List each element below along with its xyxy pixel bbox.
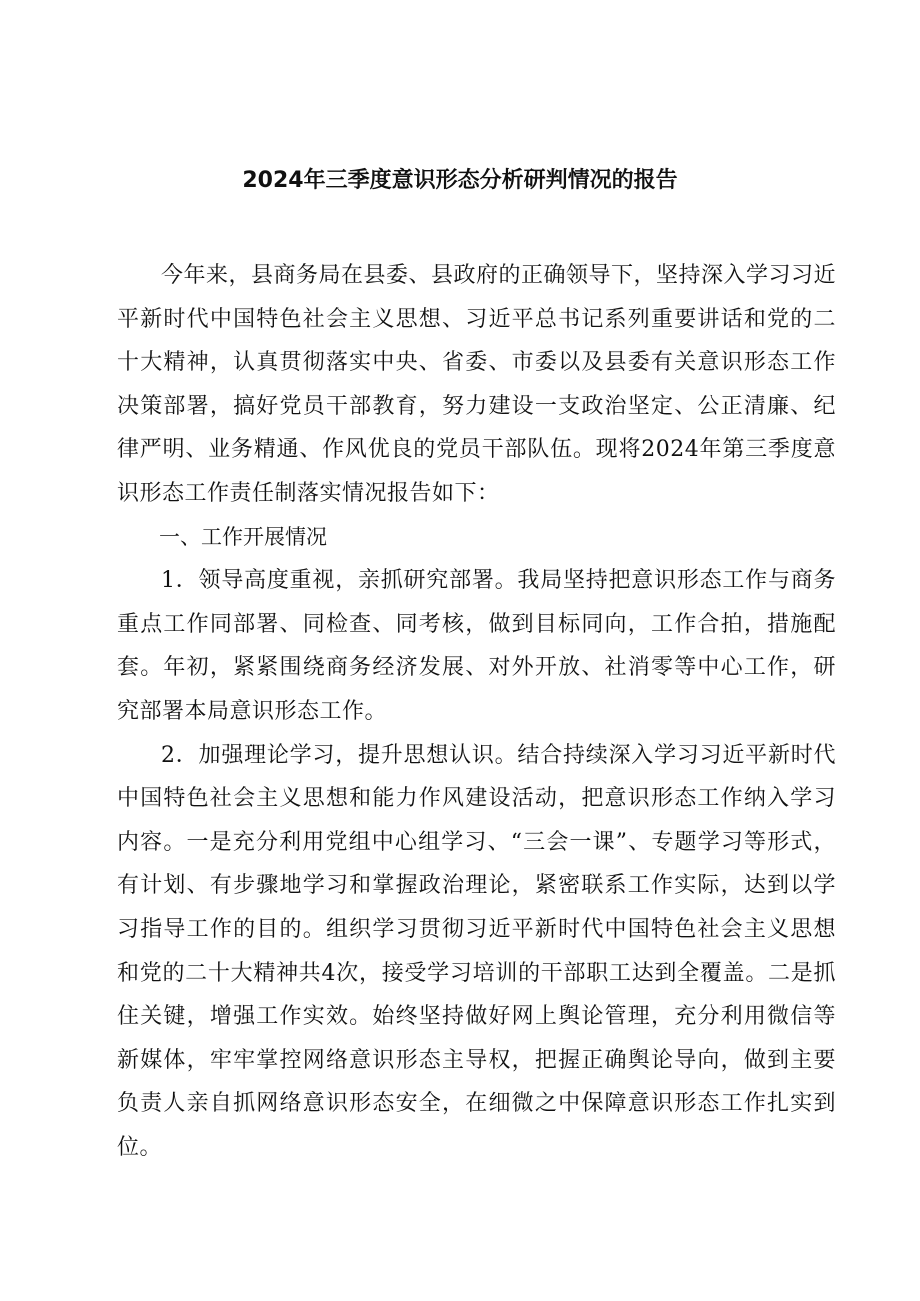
item-paragraph-1: 1．领导高度重视，亲抓研究部署。我局坚持把意识形态工作与商务重点工作同部署、同检查、同考核，做到目标同向，工作合拍，措施配套。年初，紧紧围绕商务经济发展、对外开放、社消零等中心工作，研究部署本局意识形态工作。 [117,568,836,724]
item-paragraph-2: 2．加强理论学习，提升思想认识。结合持续深入学习习近平新时代中国特色社会主义思想和能力作风建设活动，把意识形态工作纳入学习内容。一是充分利用党组中心组学习、“三会一课”、专题学习等形式，有计划、有步骤地学习和掌握政治理论，紧密联系工作实际，达到以学习指导工作的目的。组织学习贯彻习近平新时代中国特色社会主义思想和党的二十大精神共4次，接受学习培训的干部职工达到全覆盖。二是抓住关键，增强工作实效。始终坚持做好网上舆论管理，充分利用微信等新媒体，牢牢掌控网络意识形态主导权，把握正确舆论导向，做到主要负责人亲自抓网络意识形态安全，在细微之中保障意识形态工作扎实到位。 [117,742,836,1160]
section-heading-work-progress: 一、工作开展情况 [159,524,327,549]
document-title: 2024年三季度意识形态分析研判情况的报告 [242,168,678,193]
intro-paragraph: 今年来，县商务局在县委、县政府的正确领导下，坚持深入学习习近平新时代中国特色社会主义思想、习近平总书记系列重要讲话和党的二十大精神，认真贯彻落实中央、省委、市委以及县委有关意识形态工作决策部署，搞好党员干部教育，努力建设一支政治坚定、公正清廉、纪律严明、业务精通、作风优良的党员干部队伍。现将2024年第三季度意识形态工作责任制落实情况报告如下： [117,263,837,506]
document-body [117,254,836,1169]
